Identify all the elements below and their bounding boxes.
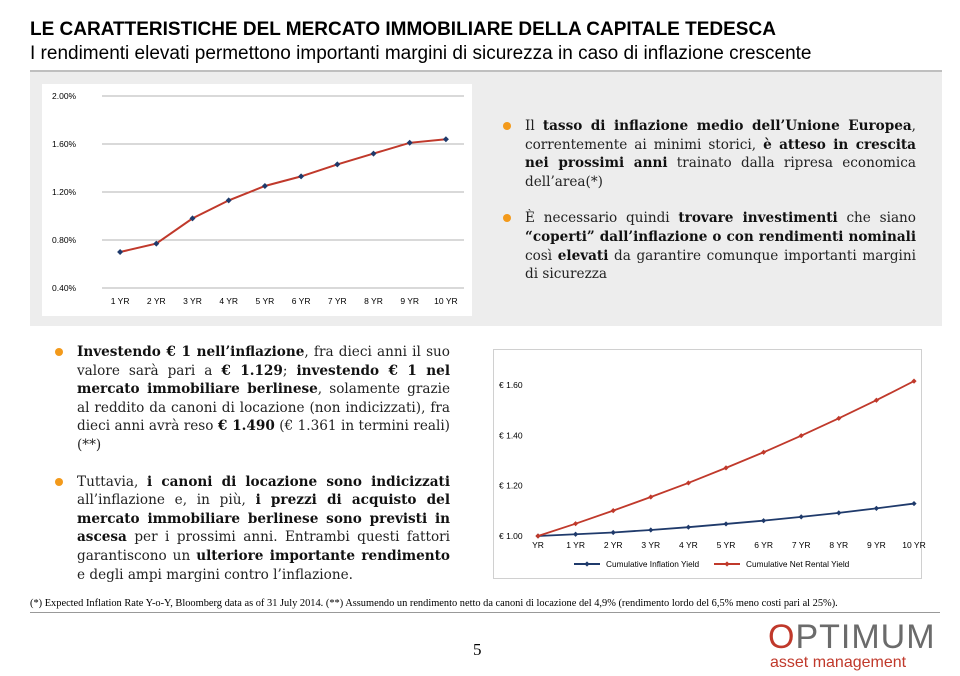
left-bullet-2-text: per i prossimi anni. Entrambi questi fattori garantiscono un	[77, 529, 450, 564]
rental-yield-point	[573, 521, 578, 526]
y-tick-label: € 1.20	[499, 480, 523, 491]
right-bullet-1-text: , correntemente ai minimi storici,	[525, 118, 916, 153]
inflation-data-point	[334, 161, 340, 167]
rental-yield-point	[723, 465, 728, 470]
inflation-data-point	[117, 249, 123, 255]
y-tick-label: 0.80%	[52, 235, 77, 245]
right-bullet-2-text: che siano	[837, 210, 916, 227]
left-bullet-1-text: € 1.129	[221, 362, 283, 379]
x-tick-label: YR	[532, 540, 544, 550]
y-tick-label: € 1.40	[499, 430, 523, 441]
left-bullet-2	[55, 473, 450, 585]
left-bullet-2-text: ulteriore importante rendimento	[196, 547, 451, 564]
x-tick-label: 7 YR	[791, 540, 811, 550]
left-bullet-1-text: investendo € 1 nel mercato immobiliare berlinese	[77, 362, 450, 398]
x-tick-label: 3 YR	[641, 540, 661, 550]
inflation-yield-point	[836, 510, 841, 515]
y-tick-label: 1.60%	[52, 139, 77, 149]
inflation-data-point	[407, 140, 413, 146]
x-tick-label: 2 YR	[146, 296, 166, 306]
optimum-logo	[768, 618, 936, 674]
inflation-yield-point	[611, 530, 616, 535]
right-bullet-1-text: è atteso in crescita nei prossimi anni	[525, 136, 916, 172]
legend-label: Cumulative Inflation Yield	[606, 559, 700, 569]
left-bullet-1-text: Investendo € 1 nell’inflazione	[77, 344, 305, 360]
left-bullet-list	[55, 343, 450, 584]
x-tick-label: 4 YR	[679, 540, 698, 550]
footer-divider	[30, 612, 940, 613]
inflation-series-line	[120, 139, 446, 252]
x-tick-label: 5 YR	[716, 540, 736, 550]
left-bullet-1-text: (€ 1.361 in termini reali)(**)	[77, 418, 450, 453]
x-tick-label: 6 YR	[754, 540, 773, 550]
right-bullet-2-text: così	[525, 247, 558, 264]
x-tick-label: 3 YR	[183, 296, 202, 306]
x-tick-label: 8 YR	[364, 296, 383, 306]
cumulative-yield-chart	[493, 349, 926, 579]
cumulative-yield-chart-svg	[494, 350, 926, 578]
left-bullet-2-text: e degli ampi margini contro l’inflazione.	[77, 566, 353, 583]
x-tick-label: 8 YR	[829, 540, 849, 550]
inflation-yield-point	[648, 527, 653, 532]
right-bullet-list	[503, 117, 916, 284]
inflation-yield-point	[761, 518, 766, 523]
y-tick-label: 0.40%	[52, 283, 77, 293]
rental-yield-point	[648, 494, 653, 499]
y-tick-label: 1.20%	[52, 187, 77, 197]
rental-yield-point	[611, 508, 616, 513]
x-tick-label: 10 YR	[434, 296, 458, 306]
left-bullet-2-text: all’inflazione e, in più,	[77, 492, 256, 509]
footnote: (*) Expected Inflation Rate Y-o-Y, Bloomberg data as of 31 July 2014. (**) Assumendo un rendimento netto da canoni di locazione del 4,9% (rendimento lordo del 6,5% meno costi pari al 25%).	[30, 598, 838, 609]
left-bullet-1-text: ;	[282, 362, 297, 379]
rental-yield-point	[686, 480, 691, 485]
right-bullet-1-text: trainato dalla ripresa economica dell’area(*)	[525, 155, 916, 190]
x-tick-label: 4 YR	[219, 296, 239, 306]
legend-marker	[584, 561, 589, 566]
left-bullet-2-text: i canoni di locazione sono indicizzati	[147, 473, 450, 490]
left-bullet-2-text: i prezzi di acquisto del mercato immobiliare berlinese sono previsti in ascesa	[77, 492, 450, 546]
inflation-data-point	[262, 183, 268, 189]
rental-yield-point	[761, 450, 766, 455]
logo-tagline: asset management	[770, 654, 907, 671]
x-tick-label: 9 YR	[867, 540, 886, 550]
inflation-data-point	[298, 173, 304, 179]
inflation-yield-point	[723, 521, 728, 526]
inflation-yield-line	[538, 504, 914, 536]
right-bullet-1	[503, 117, 916, 191]
x-tick-label: 9 YR	[400, 296, 420, 306]
inflation-data-point	[443, 136, 449, 142]
x-tick-label: 2 YR	[603, 540, 623, 550]
left-bullet-2-text: Tuttavia,	[77, 473, 148, 490]
left-bullet-1	[55, 343, 450, 455]
x-tick-label: 10 YR	[902, 540, 926, 550]
x-tick-label: 5 YR	[255, 296, 275, 306]
right-bullet-1-text: tasso di inflazione medio dell’Unione Europea	[542, 118, 912, 134]
y-tick-label: 2.00%	[52, 91, 77, 101]
left-bullet-1-text: , solamente grazie al reddito da canoni di locazione (non indicizzati), fra dieci anni avrà reso	[77, 381, 450, 435]
x-tick-label: 1 YR	[566, 540, 585, 550]
right-bullet-1-text: Il	[525, 118, 543, 134]
right-bullet-2-text: “coperti” dall’inflazione o con rendimenti nominali	[525, 228, 916, 245]
right-bullet-2-text: È necessario quindi	[525, 210, 679, 227]
inflation-yield-point	[799, 514, 804, 519]
logo-wordmark: OPTIMUM	[768, 618, 936, 656]
inflation-yield-point	[573, 532, 578, 537]
inflation-yield-point	[911, 501, 916, 506]
page-title: LE CARATTERISTICHE DEL MERCATO IMMOBILIARE DELLA CAPITALE TEDESCA	[30, 19, 776, 40]
rental-yield-line	[538, 381, 914, 536]
right-bullet-2-text: da garantire comunque importanti margini di sicurezza	[525, 247, 916, 283]
left-bullet-1-text: € 1.490	[217, 418, 275, 435]
inflation-rate-chart-svg	[42, 84, 472, 316]
x-tick-label: 1 YR	[110, 296, 130, 306]
y-tick-label: € 1.00	[499, 531, 523, 541]
right-bullet-2-text: elevati	[557, 247, 609, 264]
legend-marker	[724, 561, 729, 566]
right-bullet-2	[503, 209, 916, 283]
inflation-rate-chart	[42, 84, 472, 316]
left-bullet-1-text: , fra dieci anni il suo valore sarà pari a	[77, 344, 450, 379]
inflation-yield-point	[874, 506, 879, 511]
page-subtitle: I rendimenti elevati permettono importanti margini di sicurezza in caso di inflazione crescente	[30, 43, 812, 64]
x-tick-label: 7 YR	[327, 296, 347, 306]
legend-label: Cumulative Net Rental Yield	[746, 559, 850, 569]
inflation-data-point	[371, 151, 377, 157]
right-bullet-2-text: trovare investimenti	[678, 210, 838, 227]
page-number: 5	[473, 640, 482, 659]
inflation-yield-point	[686, 525, 691, 530]
y-tick-label: € 1.60	[499, 380, 523, 391]
x-tick-label: 6 YR	[291, 296, 311, 306]
rental-yield-point	[535, 533, 540, 538]
